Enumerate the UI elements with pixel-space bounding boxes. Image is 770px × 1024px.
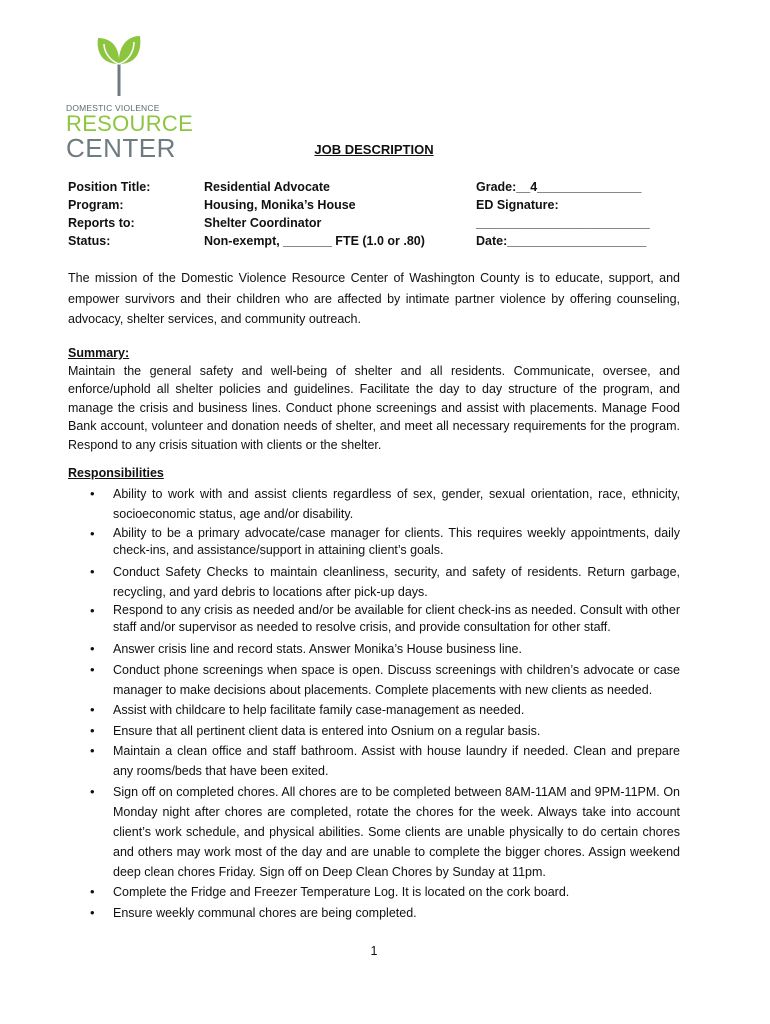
summary-heading: Summary:	[68, 346, 130, 360]
logo-text-center: CENTER	[66, 133, 176, 163]
list-item: • Conduct phone screenings when space is open. Discuss screenings with children’s advocate or case manager to make decisions about placements. Complete placements with new clients as needed.	[68, 660, 680, 700]
page-number: 1	[370, 944, 378, 958]
ed-signature-line: _________________________	[476, 216, 650, 230]
program-value: Housing, Monika’s House	[204, 198, 356, 212]
list-item: • Assist with childcare to help facilitate family case-management as needed.	[68, 700, 680, 720]
logo-text-domestic-violence: DOMESTIC VIOLENCE	[66, 103, 160, 113]
status-label: Status:	[68, 234, 111, 248]
header-signoff	[476, 178, 650, 250]
organization-logo	[66, 26, 194, 163]
status-value: Non-exempt, _______ FTE (1.0 or .80)	[204, 234, 425, 248]
date-line: ____________________	[507, 234, 647, 248]
list-item: • Ability to work with and assist clients regardless of sex, gender, sexual orientation, race, ethnicity, socioeconomic status, age and/or disability.	[68, 484, 680, 524]
list-item: • Sign off on completed chores. All chores are to be completed between 8AM-11AM and 9PM-11PM. On Monday night after chores are completed, rotate the chores for the week. Always take into account client’s work schedule, and physical abilities. Some clients are unable physically to do certain chores and others may work most of the day and are unable to complete the bigger chores. Assign weekend deep clean chores Friday. Sign off on Deep Clean Chores by Sunday at 11pm.	[68, 782, 680, 882]
document-title: JOB DESCRIPTION	[314, 142, 434, 157]
list-item: • Ensure weekly communal chores are being completed.	[68, 903, 680, 923]
ed-signature-label: ED Signature:	[476, 198, 559, 212]
program-label: Program:	[68, 198, 124, 212]
responsibilities-list	[68, 484, 680, 923]
responsibilities-heading: Responsibilities	[68, 466, 164, 480]
grade-row	[476, 178, 650, 196]
grade-value: __4_______________	[516, 180, 642, 194]
date-label: Date:	[476, 234, 508, 248]
header-labels	[68, 178, 150, 250]
list-item: • Ensure that all pertinent client data is entered into Osnium on a regular basis.	[68, 721, 680, 741]
mission-statement: The mission of the Domestic Violence Resource Center of Washington County is to educate, support, and empower survivors and their children who are affected by intimate partner violence by offering counseling, advocacy, shelter services, and community outreach.	[68, 271, 680, 326]
position-title-label: Position Title:	[68, 180, 151, 194]
reports-to-label: Reports to:	[68, 216, 135, 230]
logo-text-resource: RESOURCE	[66, 111, 194, 136]
list-item: • Maintain a clean office and staff bathroom. Assist with house laundry if needed. Clean and prepare any rooms/beds that have been exited.	[68, 741, 680, 781]
position-title-value: Residential Advocate	[204, 180, 330, 194]
header-values	[204, 178, 425, 250]
list-item: • Ability to be a primary advocate/case manager for clients. This requires weekly appointments, daily check-ins, and assistance/support in attaining client’s goals.	[68, 525, 680, 559]
list-item: • Complete the Fridge and Freezer Temperature Log. It is located on the cork board.	[68, 882, 680, 902]
list-item: • Conduct Safety Checks to maintain cleanliness, security, and safety of residents. Return garbage, recycling, and yard debris to locations after pick-up days.	[68, 562, 680, 602]
grade-label: Grade:	[476, 180, 517, 194]
sprout-icon	[94, 26, 144, 98]
date-row	[476, 232, 650, 250]
list-item: • Answer crisis line and record stats. Answer Monika’s House business line.	[68, 639, 680, 659]
list-item: • Respond to any crisis as needed and/or be available for client check-ins as needed. Consult with other staff and/or supervisor as needed to resolve crisis, and provide consultation for other staff.	[68, 602, 680, 636]
summary-text: Maintain the general safety and well-being of shelter and all residents. Communicate, oversee, and enforce/uphold all shelter policies and guidelines. Facilitate the day to day structure of the program, and manage the crisis and business lines. Conduct phone screenings and assist with placements. Manage Food Bank account, volunteer and donation needs of shelter, and meet all necessary requirements for the program. Respond to any crisis situation with clients or the shelter.	[68, 364, 680, 452]
reports-to-value: Shelter Coordinator	[204, 216, 322, 230]
